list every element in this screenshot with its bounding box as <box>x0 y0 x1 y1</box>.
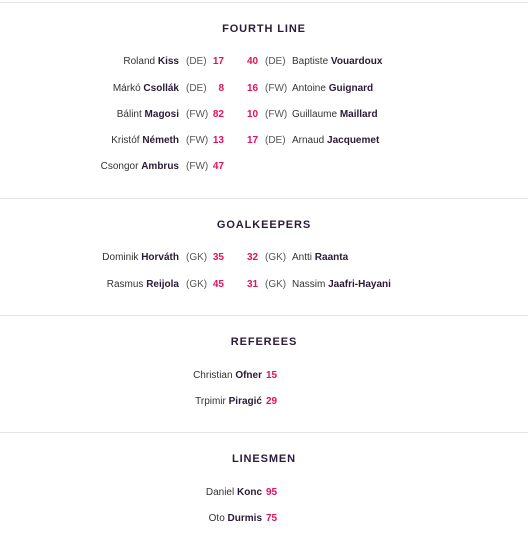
section-title-goalkeepers: GOALKEEPERS <box>216 219 312 231</box>
lineup-row <box>0 251 528 265</box>
section-title-fourth-line: FOURTH LINE <box>222 23 306 35</box>
lineup-row <box>0 82 528 96</box>
away-player-name[interactable]: Guillaume Maillard <box>292 109 378 120</box>
home-player-name[interactable]: Kristóf Németh <box>111 135 179 146</box>
linesman-name[interactable]: Oto Durmis <box>208 513 262 524</box>
lineup-row <box>0 160 528 174</box>
home-goalkeeper-name[interactable]: Rasmus Reijola <box>106 279 179 290</box>
away-player-position: (FW) <box>265 83 288 94</box>
linesman-number: 95 <box>266 487 278 498</box>
referee-number: 29 <box>266 396 278 407</box>
away-player-name[interactable]: Arnaud Jacquemet <box>292 135 380 146</box>
away-player-number: 16 <box>247 83 259 94</box>
away-player-name[interactable]: Antoine Guignard <box>292 83 374 94</box>
home-player-number: 8 <box>218 83 224 94</box>
away-player-name[interactable]: Baptiste Vouardoux <box>292 56 383 67</box>
home-goalkeeper-number: 45 <box>212 279 224 290</box>
home-player-number: 47 <box>212 161 224 172</box>
away-player-number: 10 <box>247 109 259 120</box>
home-player-number: 13 <box>212 135 224 146</box>
referee-number: 15 <box>266 370 278 381</box>
lineup-row <box>0 278 528 292</box>
referee-name[interactable]: Trpimir Piragić <box>195 396 262 407</box>
lineup-row <box>0 134 528 148</box>
away-goalkeeper-number: 32 <box>247 252 259 263</box>
official-row <box>0 486 528 500</box>
top-divider <box>0 2 528 3</box>
away-goalkeeper-position: (GK) <box>265 252 287 263</box>
lineup-row <box>0 55 528 69</box>
away-goalkeeper-name[interactable]: Nassim Jaafri-Hayani <box>292 279 391 290</box>
away-goalkeeper-number: 31 <box>247 279 259 290</box>
home-goalkeeper-position: (GK) <box>186 279 208 290</box>
away-player-number: 17 <box>247 135 259 146</box>
official-row <box>0 512 528 526</box>
away-goalkeeper-position: (GK) <box>265 279 287 290</box>
section-divider <box>0 315 528 316</box>
linesman-name[interactable]: Daniel Konc <box>205 487 262 498</box>
home-player-name[interactable]: Roland Kiss <box>123 56 179 67</box>
away-player-position: (DE) <box>265 135 286 146</box>
section-title-referees: REFEREES <box>230 336 298 348</box>
home-player-position: (DE) <box>186 56 207 67</box>
home-player-number: 82 <box>212 109 224 120</box>
official-row <box>0 395 528 409</box>
home-player-name[interactable]: Bálint Magosi <box>116 109 179 120</box>
home-goalkeeper-number: 35 <box>212 252 224 263</box>
official-row <box>0 369 528 383</box>
home-player-position: (FW) <box>186 161 209 172</box>
home-goalkeeper-position: (GK) <box>186 252 208 263</box>
lineup-row <box>0 108 528 122</box>
home-player-number: 17 <box>212 56 224 67</box>
away-player-position: (FW) <box>265 109 288 120</box>
home-goalkeeper-name[interactable]: Dominik Horváth <box>102 252 179 263</box>
home-player-name[interactable]: Márkó Csollák <box>112 83 179 94</box>
referee-name[interactable]: Christian Ofner <box>193 370 262 381</box>
home-player-position: (DE) <box>186 83 207 94</box>
linesman-number: 75 <box>266 513 278 524</box>
section-divider <box>0 432 528 433</box>
section-divider <box>0 198 528 199</box>
home-player-name[interactable]: Csongor Ambrus <box>100 161 179 172</box>
away-player-position: (DE) <box>265 56 286 67</box>
away-player-number: 40 <box>247 56 259 67</box>
section-title-linesmen: LINESMEN <box>231 453 297 465</box>
away-goalkeeper-name[interactable]: Antti Raanta <box>292 252 349 263</box>
home-player-position: (FW) <box>186 109 209 120</box>
home-player-position: (FW) <box>186 135 209 146</box>
